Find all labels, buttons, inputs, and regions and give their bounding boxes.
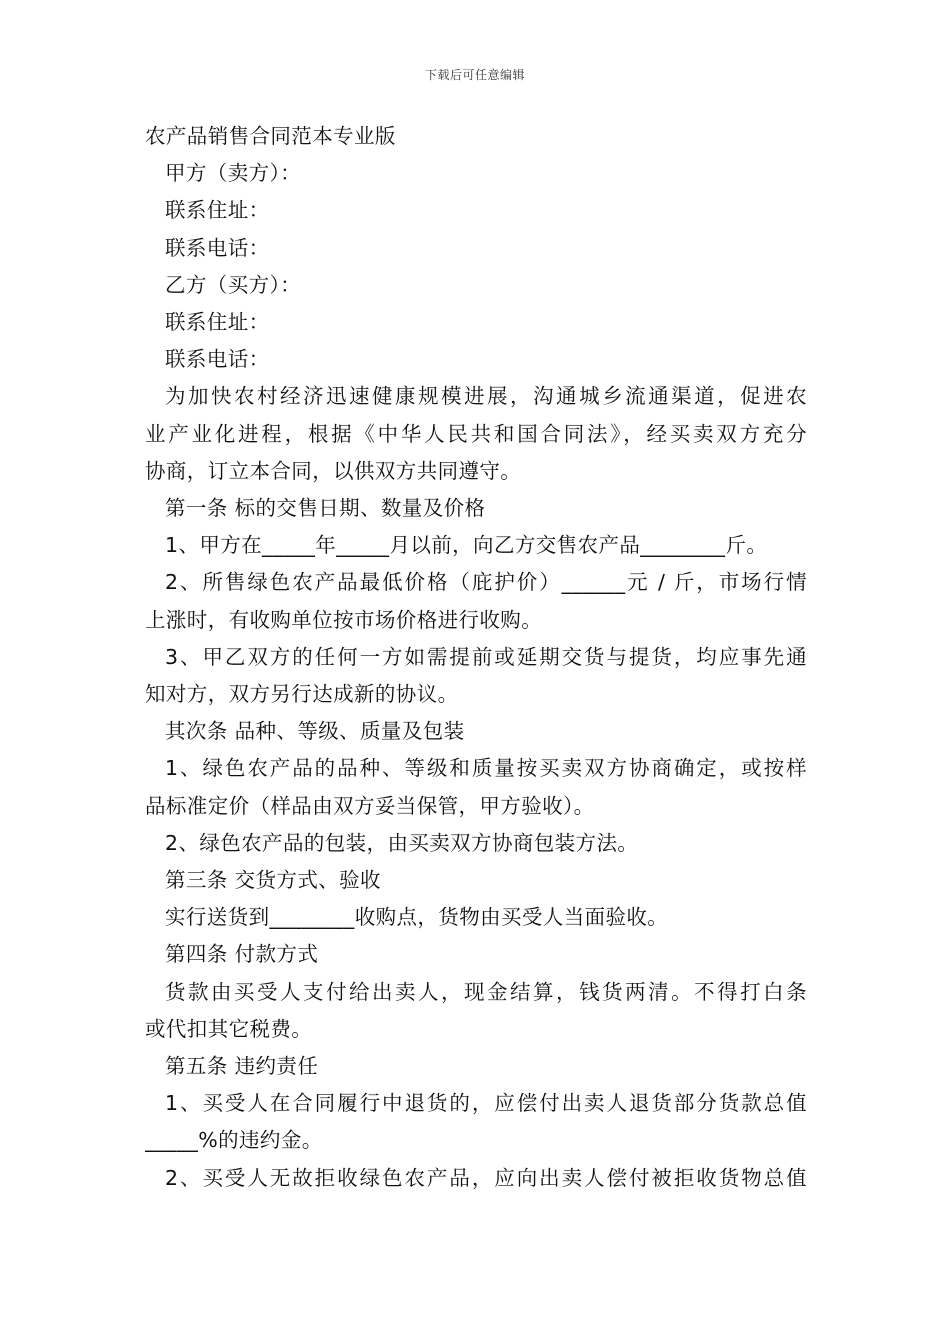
document-line: 甲方（卖方）： (165, 161, 302, 186)
document-line: 联系电话： (165, 347, 270, 372)
document-line: 联系电话： (165, 235, 270, 260)
document-line: 乙方（买方）： (165, 272, 302, 297)
document-line: 1、甲方在_____年_____月以前，向乙方交售农产品________斤。 (165, 533, 768, 558)
document-line: 业产业化进程，根据《中华人民共和国合同法》，经买卖双方充分 (145, 421, 807, 446)
document-line: 3、甲乙双方的任何一方如需提前或延期交货与提货，均应事先通 (165, 644, 807, 669)
document-line: 第五条 违约责任 (165, 1054, 319, 1079)
document-line: 知对方，双方另行达成新的协议。 (145, 682, 459, 707)
document-line: 第一条 标的交售日期、数量及价格 (165, 496, 486, 521)
contract-body (145, 118, 807, 1197)
document-line: 其次条 品种、等级、质量及包装 (165, 719, 465, 744)
document-line: 2、所售绿色农产品最低价格（庇护价）______元 / 斤，市场行情 (165, 570, 807, 595)
document-line: 1、绿色农产品的品种、等级和质量按买卖双方协商确定，或按样 (165, 756, 807, 781)
document-line: 为加快农村经济迅速健康规模进展，沟通城乡流通渠道，促进农 (165, 384, 807, 409)
document-line: 货款由买受人支付给出卖人，现金结算，钱货两清。不得打白条 (165, 979, 807, 1004)
document-line: 协商，订立本合同，以供双方共同遵守。 (145, 458, 522, 483)
document-line: 第三条 交货方式、验收 (165, 868, 381, 893)
document-line: 第四条 付款方式 (165, 942, 319, 967)
document-line: _____%的违约金。 (145, 1128, 323, 1153)
document-line: 2、买受人无故拒收绿色农产品，应向出卖人偿付被拒收货物总值 (165, 1165, 807, 1190)
document-line: 品标准定价（样品由双方妥当保管，甲方验收）。 (145, 793, 595, 818)
page-header: 下载后可任意编辑 (424, 68, 525, 82)
document-line: 上涨时，有收购单位按市场价格进行收购。 (145, 607, 543, 632)
document-line: 联系住址： (165, 198, 270, 223)
document-line: 农产品销售合同范本专业版 (145, 124, 396, 148)
document-line: 或代扣其它税费。 (145, 1016, 313, 1041)
document-line: 2、绿色农产品的包装，由买卖双方协商包装方法。 (165, 830, 639, 855)
document-line: 联系住址： (165, 310, 270, 335)
document-line: 实行送货到________收购点，货物由买受人当面验收。 (165, 905, 669, 930)
document-line: 1、买受人在合同履行中退货的，应偿付出卖人退货部分货款总值 (165, 1091, 807, 1116)
